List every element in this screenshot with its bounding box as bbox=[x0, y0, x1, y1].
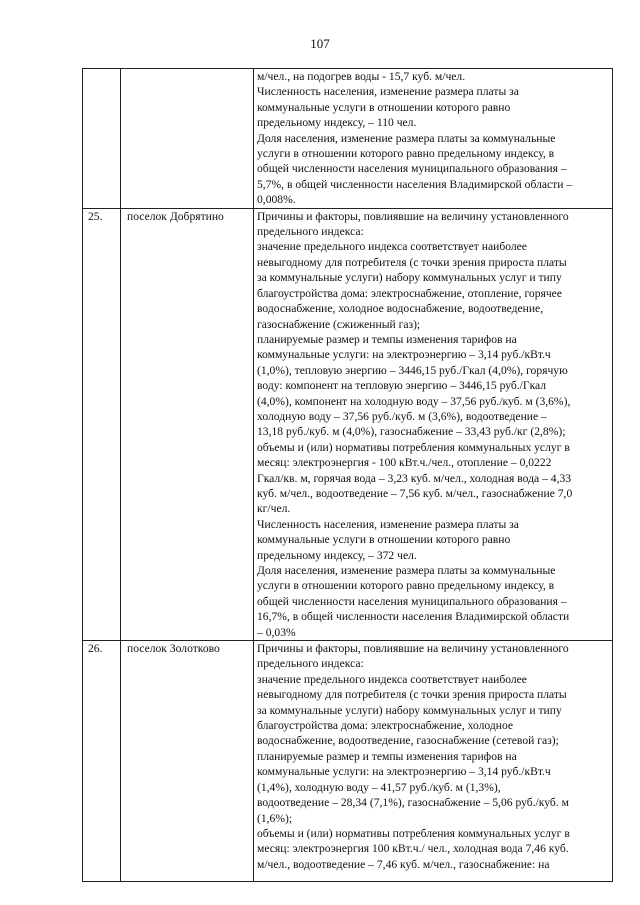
description-line: общей численности населения муниципального образования – bbox=[257, 162, 567, 176]
description-line: (1,4%), холодную воду – 41,57 руб./куб. м (1,3%), bbox=[257, 780, 501, 794]
description-line: невыгодному для потребителя (с точки зрения прироста платы bbox=[257, 688, 567, 702]
description-line: за коммунальные услуги) набору коммунальных услуг и типу bbox=[257, 703, 562, 717]
description-line: объемы и (или) нормативы потребления коммунальных услуг в bbox=[257, 440, 570, 454]
description-line: предельного индекса: bbox=[257, 225, 364, 239]
description-line: куб. м/чел., водоотведение – 7,56 куб. м/чел., газоснабжение 7,0 bbox=[257, 486, 573, 500]
description-line: предельному индексу, – 110 чел. bbox=[257, 116, 417, 130]
description-line: воду: компонент на тепловую энергию – 3446,15 руб./Гкал bbox=[257, 379, 547, 393]
description-line: объемы и (или) нормативы потребления коммунальных услуг в bbox=[257, 826, 570, 840]
table-row bbox=[83, 641, 613, 882]
description-line: благоустройства дома: электроснабжение, холодное bbox=[257, 719, 514, 733]
description-line: значение предельного индекса соответствует наиболее bbox=[257, 240, 527, 254]
description-line: Численность населения, изменение размера платы за bbox=[257, 517, 519, 531]
description-line: водоснабжение, водоотведение, газоснабжение (сетевой газ); bbox=[257, 734, 559, 748]
settlement-name-cell: поселок Добрятино bbox=[121, 208, 254, 640]
description-line: коммунальные услуги в отношении которого равно bbox=[257, 100, 511, 114]
description-line: кг/чел. bbox=[257, 502, 291, 516]
description-line: 16,7%, в общей численности населения Владимирской области bbox=[257, 610, 570, 624]
description-line: Доля населения, изменение размера платы за коммунальные bbox=[257, 564, 556, 577]
description-cell bbox=[254, 641, 613, 882]
description-line: м/чел., на подогрев воды - 15,7 куб. м/чел. bbox=[257, 70, 466, 83]
description-line: водоснабжение, холодное водоснабжение, водоотведение, bbox=[257, 302, 544, 316]
description-line: благоустройства дома: электроснабжение, отопление, горячее bbox=[257, 286, 562, 300]
settlement-name-cell: поселок Золотково bbox=[121, 641, 254, 882]
description-line: планируемые размер и темпы изменения тарифов на bbox=[257, 332, 517, 346]
description-line: месяц: электроэнергия 100 кВт.ч./ чел., холодная вода 7,46 куб. bbox=[257, 842, 569, 856]
description-line: 0,008%. bbox=[257, 193, 296, 207]
description-line: 13,18 руб./куб. м (4,0%), газоснабжение – 33,43 руб./кг (2,8%); bbox=[257, 425, 566, 439]
description-line: холодную воду – 37,56 руб./куб. м (3,6%), водоотведение – bbox=[257, 409, 547, 423]
indices-table bbox=[82, 68, 613, 882]
description-line: м/чел., водоотведение – 7,46 куб. м/чел., газоснабжение: на bbox=[257, 857, 550, 871]
table-row bbox=[83, 208, 613, 640]
description-line: планируемые размер и темпы изменения тарифов на bbox=[257, 749, 517, 763]
description-line: общей численности населения муниципального образования – bbox=[257, 594, 567, 608]
description-line: Численность населения, изменение размера платы за bbox=[257, 85, 519, 99]
description-line: газоснабжение (сжиженный газ); bbox=[257, 317, 421, 331]
row-number-cell: 26. bbox=[83, 641, 121, 882]
description-line: коммунальные услуги: на электроэнергию – 3,14 руб./кВт.ч bbox=[257, 765, 551, 779]
description-line: предельному индексу, – 372 чел. bbox=[257, 548, 417, 562]
row-number-cell: 25. bbox=[83, 208, 121, 640]
description-line: Гкал/кв. м, горячая вода – 3,23 куб. м/чел., холодная вода – 4,33 bbox=[257, 471, 572, 485]
description-line: 5,7%, в общей численности населения Владимирской области – bbox=[257, 177, 573, 191]
table-row bbox=[83, 69, 613, 209]
description-line: услуги в отношении которого равно предельному индексу, в bbox=[257, 579, 555, 593]
description-line: значение предельного индекса соответствует наиболее bbox=[257, 672, 527, 686]
description-line: Причины и факторы, повлиявшие на величину установленного bbox=[257, 642, 569, 656]
description-line: невыгодному для потребителя (с точки зрения прироста платы bbox=[257, 255, 567, 269]
description-line: Доля населения, изменение размера платы за коммунальные bbox=[257, 131, 556, 145]
description-line: за коммунальные услуги) набору коммунальных услуг и типу bbox=[257, 271, 562, 285]
description-line: (4,0%), компонент на холодную воду – 37,56 руб./куб. м (3,6%), bbox=[257, 394, 571, 408]
settlement-name-cell bbox=[121, 69, 254, 209]
description-cell bbox=[254, 208, 613, 640]
description-line: предельного индекса: bbox=[257, 657, 364, 671]
description-line: (1,0%), тепловую энергию – 3446,15 руб./Гкал (4,0%), горячую bbox=[257, 363, 568, 377]
description-line: (1,6%); bbox=[257, 811, 293, 825]
row-number-cell bbox=[83, 69, 121, 209]
description-line: месяц: электроэнергия - 100 кВт.ч./чел., отопление – 0,0222 bbox=[257, 456, 552, 470]
page-number: 107 bbox=[310, 36, 330, 51]
description-line: коммунальные услуги: на электроэнергию – 3,14 руб./кВт.ч bbox=[257, 348, 551, 362]
description-line: услуги в отношении которого равно предельному индексу, в bbox=[257, 147, 555, 161]
description-line: Причины и факторы, повлиявшие на величину установленного bbox=[257, 209, 569, 223]
description-line: водоотведение – 28,34 (7,1%), газоснабжение – 5,06 руб./куб. м bbox=[257, 796, 569, 810]
description-cell bbox=[254, 69, 613, 209]
description-line: коммунальные услуги в отношении которого равно bbox=[257, 533, 511, 547]
description-line: – 0,03% bbox=[257, 625, 296, 639]
